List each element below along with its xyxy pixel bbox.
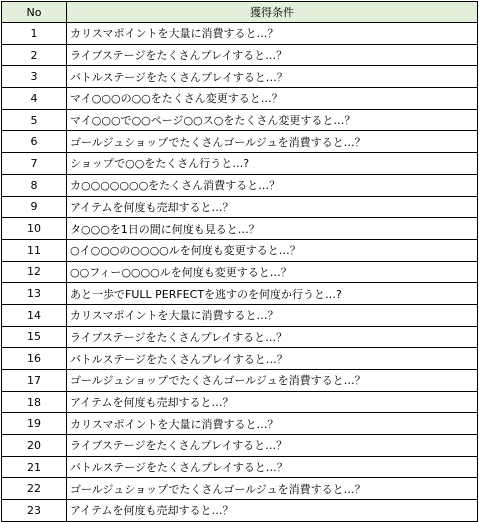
row-number-cell[interactable]: 1 — [2, 23, 67, 45]
table-row — [2, 370, 478, 392]
condition-cell[interactable]: アイテムを何度も売却すると…？ — [67, 500, 478, 522]
row-number-cell[interactable]: 2 — [2, 44, 67, 66]
row-number-cell[interactable]: 6 — [2, 131, 67, 153]
table-row — [2, 478, 478, 500]
table-row — [2, 500, 478, 522]
condition-cell[interactable]: マイ○○○の○○をたくさん変更すると…？ — [67, 88, 478, 110]
row-number-cell[interactable]: 5 — [2, 109, 67, 131]
condition-cell[interactable]: ○イ○○○の○○○○ルを何度も変更すると…？ — [67, 239, 478, 261]
condition-cell[interactable]: カリスマポイントを大量に消費すると…？ — [67, 304, 478, 326]
row-number-cell[interactable]: 7 — [2, 153, 67, 175]
table-row — [2, 174, 478, 196]
condition-cell[interactable]: バトルステージをたくさんプレイすると…？ — [67, 66, 478, 88]
condition-cell[interactable]: ショップで○○をたくさん行うと…? — [67, 153, 478, 175]
row-number-cell[interactable]: 20 — [2, 435, 67, 457]
header-row — [2, 2, 478, 23]
row-number-cell[interactable]: 15 — [2, 326, 67, 348]
row-number-cell[interactable]: 8 — [2, 174, 67, 196]
condition-cell[interactable]: タ○○○を1日の間に何度も見ると…？ — [67, 218, 478, 240]
condition-cell[interactable]: カリスマポイントを大量に消費すると…？ — [67, 23, 478, 45]
condition-cell[interactable]: ○○フィー○○○○ルを何度も変更すると…？ — [67, 261, 478, 283]
row-number-cell[interactable]: 16 — [2, 348, 67, 370]
condition-cell[interactable]: ライブステージをたくさんプレイすると…？ — [67, 326, 478, 348]
condition-cell[interactable]: カ○○○○○○○をたくさん消費すると…？ — [67, 174, 478, 196]
table-row — [2, 283, 478, 305]
row-number-cell[interactable]: 3 — [2, 66, 67, 88]
table-row — [2, 326, 478, 348]
row-number-cell[interactable]: 10 — [2, 218, 67, 240]
table-row — [2, 131, 478, 153]
condition-cell[interactable]: アイテムを何度も売却すると…？ — [67, 391, 478, 413]
table-row — [2, 391, 478, 413]
table-row — [2, 304, 478, 326]
header-condition: 獲得条件 — [67, 2, 478, 23]
table-row — [2, 88, 478, 110]
row-number-cell[interactable]: 12 — [2, 261, 67, 283]
table-row — [2, 66, 478, 88]
table-row — [2, 218, 478, 240]
condition-cell[interactable]: カリスマポイントを大量に消費すると…？ — [67, 413, 478, 435]
row-number-cell[interactable]: 23 — [2, 500, 67, 522]
row-number-cell[interactable]: 11 — [2, 239, 67, 261]
condition-cell[interactable]: ゴールジュショップでたくさんゴールジュを消費すると…？ — [67, 131, 478, 153]
table-row — [2, 44, 478, 66]
table-row — [2, 456, 478, 478]
row-number-cell[interactable]: 13 — [2, 283, 67, 305]
row-number-cell[interactable]: 9 — [2, 196, 67, 218]
table-row — [2, 23, 478, 45]
table-row — [2, 109, 478, 131]
row-number-cell[interactable]: 17 — [2, 370, 67, 392]
condition-cell[interactable]: マイ○○○で○○ページ○○ス○をたくさん変更すると…？ — [67, 109, 478, 131]
row-number-cell[interactable]: 22 — [2, 478, 67, 500]
acquisition-conditions-table — [1, 1, 478, 522]
condition-cell[interactable]: ゴールジュショップでたくさんゴールジュを消費すると…？ — [67, 478, 478, 500]
row-number-cell[interactable]: 19 — [2, 413, 67, 435]
table-row — [2, 261, 478, 283]
condition-cell[interactable]: ライブステージをたくさんプレイすると…？ — [67, 44, 478, 66]
table-row — [2, 413, 478, 435]
table-row — [2, 435, 478, 457]
row-number-cell[interactable]: 4 — [2, 88, 67, 110]
condition-cell[interactable]: ゴールジュショップでたくさんゴールジュを消費すると…？ — [67, 370, 478, 392]
condition-cell[interactable]: アイテムを何度も売却すると…？ — [67, 196, 478, 218]
condition-cell[interactable]: バトルステージをたくさんプレイすると…？ — [67, 348, 478, 370]
condition-cell[interactable]: あと一歩でFULL PERFECTを逃すのを何度か行うと…? — [67, 283, 478, 305]
condition-cell[interactable]: バトルステージをたくさんプレイすると…？ — [67, 456, 478, 478]
table-row — [2, 239, 478, 261]
table-row — [2, 196, 478, 218]
table-row — [2, 348, 478, 370]
row-number-cell[interactable]: 18 — [2, 391, 67, 413]
row-number-cell[interactable]: 14 — [2, 304, 67, 326]
header-no: No — [2, 2, 67, 23]
table-row — [2, 153, 478, 175]
row-number-cell[interactable]: 21 — [2, 456, 67, 478]
condition-cell[interactable]: ライブステージをたくさんプレイすると…？ — [67, 435, 478, 457]
